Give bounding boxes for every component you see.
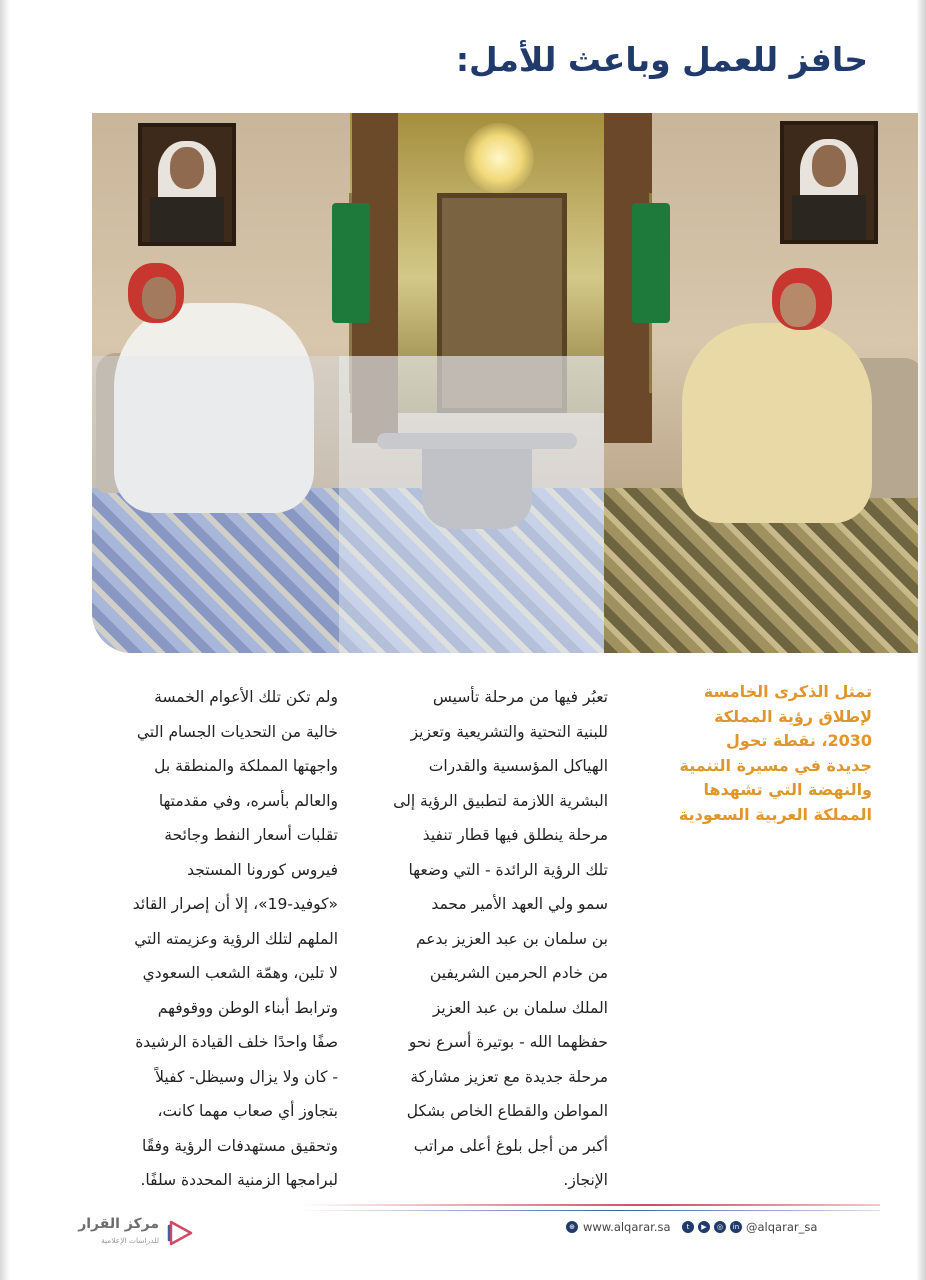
page-edge-shadow-left [0, 0, 10, 1280]
body-line: مرحلة جديدة مع تعزيز مشاركة [410, 1067, 608, 1086]
footer-divider-blue [300, 1210, 880, 1211]
body-line: لبرامجها الزمنية المحددة سلفًا. [140, 1171, 338, 1189]
body-line: وتحقيق مستهدفات الرؤية وفقًا [142, 1136, 338, 1155]
body-line: من خادم الحرمين الشريفين [429, 964, 608, 982]
body-line: تقلبات أسعار النفط وجائحة [164, 826, 338, 844]
brand-name: مركز القرار [78, 1216, 159, 1232]
host-figure [682, 323, 872, 523]
instagram-icon[interactable]: ◎ [714, 1221, 726, 1233]
body-column-middle [380, 680, 608, 1198]
guest-face [142, 277, 176, 319]
photo-tint-center [339, 356, 604, 653]
highlight-line: المملكة العربية السعودية [678, 804, 872, 824]
globe-icon: ⊕ [566, 1221, 578, 1233]
portrait-right [780, 121, 878, 244]
body-line: وترابط أبناء الوطن ووقوفهم [157, 998, 338, 1017]
body-line: بن سلمان بن عبد العزيز بدعم [415, 929, 608, 948]
body-line: بتجاوز أي صعاب مهما كانت، [157, 1102, 338, 1120]
highlight-line: والنهضة التي تشهدها [703, 780, 872, 799]
youtube-icon[interactable]: ▶ [698, 1221, 710, 1233]
body-line: الملهم لتلك الرؤية وعزيمته التي [134, 929, 338, 948]
page-title: حافز للعمل وباعث للأمل: [455, 40, 868, 79]
body-line: «كوفيد-19»، إلا أن إصرار القائد [132, 895, 338, 913]
social-links[interactable] [682, 1220, 817, 1234]
photo-tint-left [92, 356, 339, 653]
body-line: المواطن والقطاع الخاص بشكل [406, 1102, 608, 1120]
portrait-left [138, 123, 236, 246]
chandelier-icon [464, 123, 534, 193]
host-face [780, 283, 816, 327]
linkedin-icon[interactable]: in [730, 1221, 742, 1233]
body-line: البشرية اللازمة لتطبيق الرؤية إلى [393, 791, 608, 810]
body-line: فيروس كورونا المستجد [187, 860, 338, 879]
twitter-icon[interactable]: t [682, 1221, 694, 1233]
website-link[interactable] [566, 1220, 671, 1234]
highlight-line: لإطلاق رؤية المملكة [714, 706, 872, 726]
body-line: الهياكل المؤسسية والقدرات [428, 757, 608, 775]
body-line: ولم تكن تلك الأعوام الخمسة [154, 688, 338, 706]
body-line: حفظهما الله - بوتيرة أسرع نحو [408, 1033, 608, 1051]
body-line: مرحلة ينطلق فيها قطار تنفيذ [422, 826, 608, 844]
saudi-flag-right-icon [632, 203, 670, 323]
body-line: خالية من التحديات الجسام التي [136, 722, 338, 741]
highlight-line: تمثل الذكرى الخامسة [703, 682, 872, 701]
footer-divider-red [300, 1204, 880, 1206]
body-column-left [92, 680, 338, 1198]
brand-play-icon [165, 1218, 195, 1248]
highlight-line: جديدة في مسيرة التنمية [679, 755, 872, 775]
highlight-quote [672, 680, 872, 827]
body-line: للبنية التحتية والتشريعية وتعزيز [410, 722, 608, 741]
highlight-line: 2030، نقطة تحول [725, 731, 872, 750]
body-line: لا تلين، وهمّة الشعب السعودي [142, 964, 338, 982]
body-line: الملك سلمان بن عبد العزيز [432, 998, 608, 1017]
body-line: سمو ولي العهد الأمير محمد [431, 895, 608, 913]
body-line: تلك الرؤية الرائدة - التي وضعها [408, 860, 608, 879]
body-line: صفًا واحدًا خلف القيادة الرشيدة [135, 1033, 338, 1051]
social-handle: @alqarar_sa [746, 1220, 818, 1234]
body-line: تعبُر فيها من مرحلة تأسيس [432, 688, 608, 706]
website-url: www.alqarar.sa [583, 1220, 671, 1234]
saudi-flag-left-icon [332, 203, 370, 323]
body-line: أكبر من أجل بلوغ أعلى مراتب [413, 1136, 608, 1155]
brand-subtitle: للدراسات الإعلامية [100, 1236, 159, 1245]
brand-logo-block[interactable] [78, 1216, 195, 1256]
interview-photo [92, 113, 918, 653]
body-line: الإنجاز. [563, 1171, 608, 1189]
body-line: والعالم بأسره، وفي مقدمتها [158, 791, 338, 810]
body-line: واجهتها المملكة والمنطقة بل [154, 757, 338, 775]
body-line: - كان ولا يزال وسيظل- كفيلاً [155, 1067, 338, 1086]
